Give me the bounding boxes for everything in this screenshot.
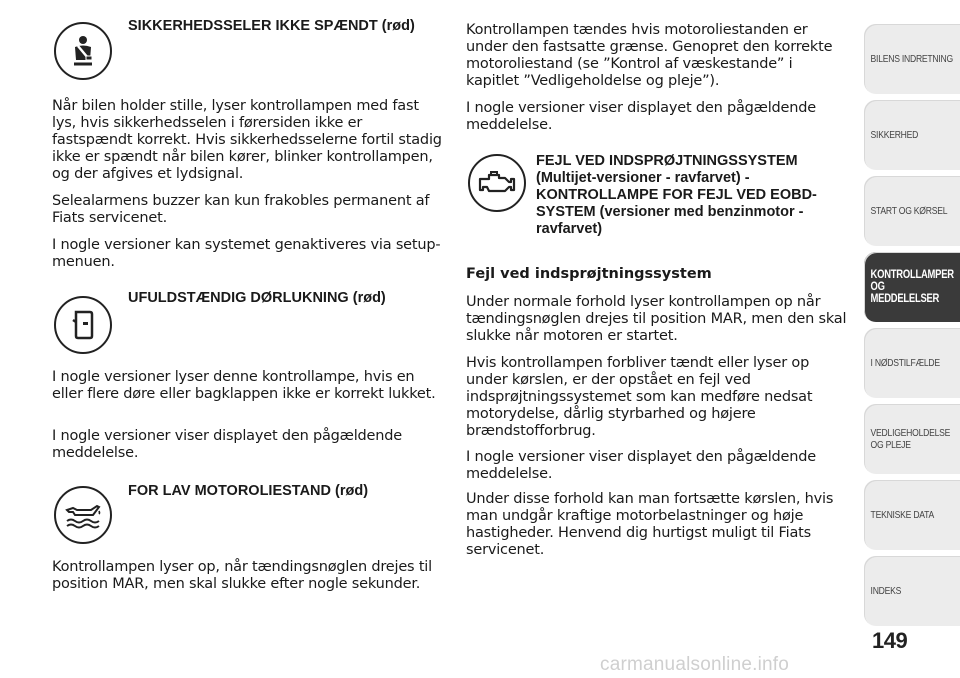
oil-level-icon bbox=[54, 486, 112, 544]
door-open-icon bbox=[54, 296, 112, 354]
tab-label: INDEKS bbox=[870, 585, 902, 597]
engine-paragraph-2: Hvis kontrollampen forbliver tændt eller lyser op under kørslen, er der opstået en fejl ved indsprøjtningssystemet som kan medføre nedsat motorydelse, dårlig styrbarhed og højere brændstofforbrug. bbox=[466, 355, 813, 439]
tab-tekniske-data[interactable] bbox=[864, 480, 960, 550]
engine-subheading: Fejl ved indsprøjtningssystem bbox=[466, 266, 712, 282]
tab-start-og-korsel[interactable] bbox=[864, 176, 960, 246]
door-warning-title: UFULDSTÆNDIG DØRLUKNING (rød) bbox=[128, 290, 386, 306]
engine-paragraph-3: I nogle versioner viser displayet den pågældende meddelelse. bbox=[466, 449, 816, 482]
tab-label: I NØDSTILFÆLDE bbox=[870, 357, 940, 369]
seatbelt-paragraph-2: Selealarmens buzzer kan kun frakobles permanent af Fiats servicenet. bbox=[52, 193, 430, 226]
tab-label: BILENS INDRETNING bbox=[870, 53, 953, 65]
oil-continued-paragraph-2: I nogle versioner viser displayet den pågældende meddelelse. bbox=[466, 100, 816, 133]
tab-label: TEKNISKE DATA bbox=[870, 509, 935, 521]
tab-label: START OG KØRSEL bbox=[870, 205, 948, 217]
engine-paragraph-1: Under normale forhold lyser kontrollampen op når tændingsnøglen drejes til position MAR, men den skal slukke når motoren er startet. bbox=[466, 294, 847, 344]
tab-indeks[interactable] bbox=[864, 556, 960, 626]
engine-check-icon bbox=[468, 154, 526, 212]
seatbelt-warning-title: SIKKERHEDSSELER IKKE SPÆNDT (rød) bbox=[128, 18, 415, 34]
tab-bilens-indretning[interactable] bbox=[864, 24, 960, 94]
page-number: 149 bbox=[872, 628, 908, 653]
tab-sikkerhed[interactable] bbox=[864, 100, 960, 170]
tab-label: VEDLIGEHOLDELSE OG PLEJE bbox=[870, 427, 951, 451]
tab-kontrollamper[interactable] bbox=[864, 252, 960, 322]
oil-warning-title: FOR LAV MOTOROLIESTAND (rød) bbox=[128, 483, 369, 499]
seatbelt-paragraph-1: Når bilen holder stille, lyser kontrollampen med fast lys, hvis sikkerhedsselen i førersiden ikke er fastspændt korrekt. Hvis sikkerhedsselerne fortil stadig ikke er spændt når bilen kører, blinker kontrollampen, og der afgives et lydsignal. bbox=[52, 98, 442, 182]
oil-paragraph-1: Kontrollampen lyser op, når tændingsnøglen drejes til position MAR, men skal slukke efter nogle sekunder. bbox=[52, 559, 432, 592]
tab-label: KONTROLLAMPER OG MEDDELELSER bbox=[870, 269, 954, 305]
engine-paragraph-4: Under disse forhold kan man fortsætte kørslen, hvis man undgår kraftige motorbelastninger og høje hastigheder. Henvend dig hurtigst muligt til Fiats servicenet. bbox=[466, 491, 834, 558]
chapter-tabs bbox=[860, 24, 960, 632]
seatbelt-icon bbox=[54, 22, 112, 80]
engine-warning-title: FEJL VED INDSPRØJTNINGSSYSTEM (Multijet-versioner - ravfarvet) - KONTROLLAMPE FOR FEJL VED EOBD-SYSTEM (versioner med benzinmotor - ravfarvet) bbox=[536, 153, 817, 237]
tab-i-nodstilfaelde[interactable] bbox=[864, 328, 960, 398]
seatbelt-paragraph-3: I nogle versioner kan systemet genaktiveres via setup-menuen. bbox=[52, 237, 441, 270]
tab-vedligeholdelse[interactable] bbox=[864, 404, 960, 474]
watermark: carmanualsonline.info bbox=[600, 654, 790, 675]
oil-continued-paragraph-1: Kontrollampen tændes hvis motoroliestanden er under den fastsatte grænse. Genopret den korrekte motoroliestand (se ”Kontrol af væskestande” i kapitlet ”Vedligeholdelse og pleje”). bbox=[466, 22, 833, 89]
door-paragraph-2: I nogle versioner viser displayet den pågældende meddelelse. bbox=[52, 428, 402, 461]
door-paragraph-1: I nogle versioner lyser denne kontrollampe, hvis en eller flere døre eller bagklappen ikke er korrekt lukket. bbox=[52, 369, 436, 402]
tab-label: SIKKERHED bbox=[870, 129, 919, 141]
